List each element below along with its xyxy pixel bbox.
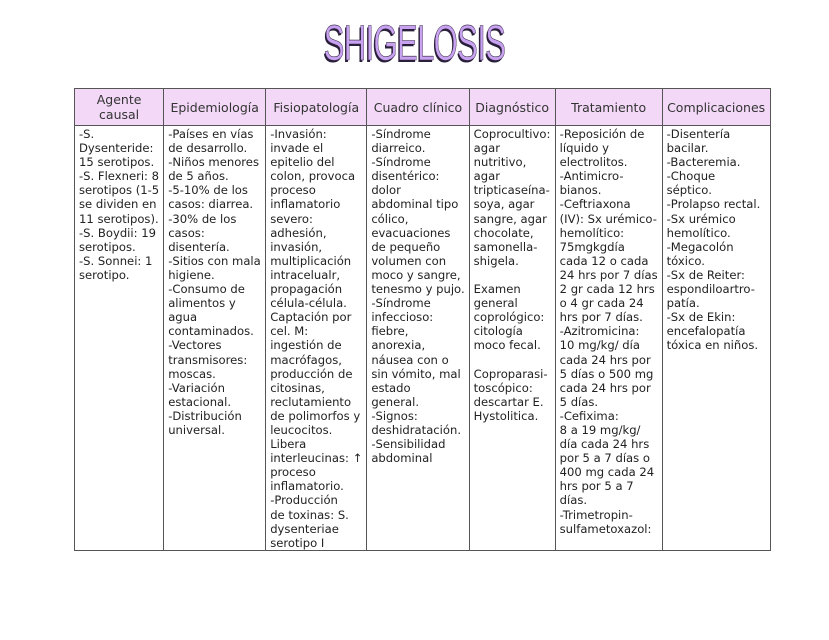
- cell-text-line: descartar E.: [473, 394, 544, 409]
- cell-text-line: Libera: [270, 437, 307, 452]
- cell-text-line: 15 serotipos.: [79, 155, 155, 170]
- cell-text-line: abdominal: [371, 451, 433, 466]
- cell-text-line: disentería.: [168, 239, 230, 254]
- cell-text-line: -Ceftriaxona: [559, 197, 631, 212]
- cell-text-line: o 4 gr cada 24: [559, 296, 644, 311]
- cell-text-line: shigela.: [473, 253, 519, 268]
- cell-text-line: -Sx de Reiter:: [666, 267, 745, 282]
- cell-text-line: hrs por 5 a 7: [559, 479, 634, 494]
- cell-text-line: -S.: [79, 127, 95, 141]
- cell-text-line: célula-célula.: [270, 296, 347, 311]
- cell-text-line: general.: [371, 394, 420, 409]
- cell-text-line: Coprocultivo:: [473, 127, 551, 141]
- cell-text-line: cel. M:: [270, 324, 309, 339]
- header-tratamiento: Tratamiento: [555, 89, 662, 126]
- cell-text-line: cada 12 o cada: [559, 253, 649, 268]
- cell-text-line: soya, agar: [473, 197, 535, 212]
- cell-text-line: cada 24 hrs por: [559, 380, 651, 395]
- cell-text-line: -S. Flexneri: 8: [79, 169, 160, 184]
- cell-text-line: hemolítico:: [559, 225, 625, 240]
- header-cuadro-clinico: Cuadro clínico: [367, 89, 469, 126]
- cell-text-line: -Síndrome: [371, 155, 431, 170]
- cell-text-line: abdominal tipo: [371, 197, 459, 212]
- cell-text-line: evacuaciones: [371, 225, 451, 240]
- cell-diagnostico: [469, 126, 555, 551]
- cell-text-line: [474, 268, 551, 282]
- cell-text-line: moscas.: [168, 366, 216, 381]
- cell-text-line: chocolate,: [473, 225, 534, 240]
- cell-text-line: líquido y: [559, 141, 610, 156]
- cell-text-line: invasión,: [270, 239, 323, 254]
- cell-text-line: cada 24 hrs por: [559, 352, 651, 367]
- cell-text-line: casos:: [168, 225, 205, 240]
- cell-text-line: -Azitromicina:: [559, 324, 640, 339]
- cell-text-line: -Niños menores: [168, 155, 259, 170]
- cell-text-line: Examen: [473, 282, 521, 297]
- cell-text-line: macrófagos,: [270, 352, 342, 367]
- cell-text-line: -S. Boydii: 19: [79, 225, 156, 240]
- cell-text-line: -Distribución: [168, 408, 242, 423]
- cell-text-line: propagación: [270, 282, 343, 297]
- cell-text-line: -Invasión:: [270, 127, 327, 141]
- cell-text-line: samonella-: [473, 239, 538, 254]
- header-diagnostico: Diagnóstico: [469, 89, 555, 126]
- cell-text-line: Coproparasi-: [473, 366, 548, 381]
- cell-text-line: bacilar.: [666, 141, 709, 156]
- cell-text-line: serotipo.: [79, 267, 130, 282]
- cell-text-line: universal.: [168, 422, 225, 437]
- cell-text-line: -Variación: [168, 380, 225, 395]
- cell-text-line: toscópico:: [473, 380, 533, 395]
- cell-text-line: fiebre,: [371, 324, 409, 339]
- cell-text-line: nutritivo,: [473, 155, 527, 170]
- cell-text-line: -Choque: [666, 169, 716, 184]
- cell-text-line: agar: [473, 141, 500, 156]
- cell-text-line: sin vómito, mal: [371, 366, 461, 381]
- cell-text-line: 5 días.: [559, 394, 599, 409]
- cell-text-line: se dividen en: [79, 197, 157, 212]
- cell-text-line: séptico.: [666, 183, 712, 198]
- cell-text-line: leucocitos.: [270, 422, 333, 437]
- cell-text-line: 11 serotipos).: [79, 211, 159, 226]
- header-epidemiologia: Epidemiología: [164, 89, 266, 126]
- cell-text-line: producción de: [270, 366, 353, 381]
- cell-text-line: 8 a 19 mg/kg/: [559, 422, 641, 437]
- cell-text-line: -Producción: [270, 493, 338, 508]
- cell-text-line: día cada 24 hrs: [559, 437, 650, 452]
- cell-text-line: moco y sangre,: [371, 267, 461, 282]
- cell-text-line: anorexia,: [371, 338, 426, 353]
- cell-text-line: colon, provoca: [270, 169, 356, 184]
- page-title: SHIGELOSIS: [323, 15, 506, 71]
- table-row: [75, 126, 771, 551]
- cell-text-line: inflamatorio.: [270, 479, 344, 494]
- cell-text-line: serotipos.: [79, 239, 136, 254]
- cell-text-line: estado: [371, 380, 411, 395]
- cell-text-line: disentérico:: [371, 169, 440, 184]
- shigelosis-table: [74, 88, 771, 551]
- header-row: [75, 89, 771, 126]
- cell-text-line: serotipo I: [270, 535, 325, 550]
- cell-text-line: náusea con o: [371, 352, 449, 367]
- cell-text-line: -30% de los: [168, 211, 237, 226]
- cell-text-line: de desarrollo.: [168, 141, 248, 156]
- cell-text-line: coprológico:: [473, 310, 545, 325]
- header-agente-causal: Agente causal: [75, 89, 164, 126]
- cell-text-line: electrolitos.: [559, 155, 628, 170]
- cell-text-line: proceso: [270, 183, 316, 198]
- cell-text-line: -Sitios con mala: [168, 253, 261, 268]
- cell-text-line: interleucinas: ↑: [270, 451, 363, 466]
- cell-text-line: -Síndrome: [371, 127, 431, 141]
- cell-text-line: Captación por: [270, 310, 352, 325]
- cell-text-line: hemolítico.: [666, 225, 731, 240]
- header-fisiopatologia: Fisiopatología: [266, 89, 367, 126]
- cell-text-line: sangre, agar: [473, 211, 547, 226]
- cell-text-line: -Disentería: [666, 127, 731, 141]
- cell-text-line: -Prolapso rectal.: [666, 197, 761, 212]
- cell-text-line: -Síndrome: [371, 296, 431, 311]
- cell-text-line: Hystolitica.: [473, 408, 539, 423]
- cell-text-line: espondiloartro-: [666, 282, 755, 297]
- cell-text-line: invade el: [270, 141, 324, 156]
- header-complicaciones: Complicaciones: [662, 89, 770, 126]
- cell-text-line: tenesmo y pujo.: [371, 282, 465, 297]
- cell-text-line: -Bacteremia.: [666, 155, 741, 170]
- cell-text-line: -5-10% de los: [168, 183, 248, 198]
- cell-text-line: (IV): Sx urémico-: [559, 211, 657, 226]
- cell-text-line: -Vectores: [168, 338, 222, 353]
- cell-text-line: 24 hrs por 7 días: [559, 267, 658, 282]
- cell-fisiopatologia: [266, 126, 367, 551]
- cell-text-line: tóxica en niños.: [666, 338, 759, 353]
- cell-text-line: de pequeño: [371, 239, 441, 254]
- cell-text-line: contaminados.: [168, 324, 254, 339]
- cell-text-line: patía.: [666, 296, 700, 311]
- cell-text-line: hrs por 7 días.: [559, 310, 643, 325]
- cell-text-line: -Antimicro-: [559, 169, 624, 184]
- cell-text-line: -Países en vías: [168, 127, 254, 141]
- cell-text-line: bianos.: [559, 183, 602, 198]
- cell-agente-causal: [75, 126, 164, 551]
- cell-text-line: general: [473, 296, 518, 311]
- cell-text-line: higiene.: [168, 267, 215, 282]
- cell-text-line: alimentos y: [168, 296, 236, 311]
- cell-text-line: dysenteriae: [270, 521, 339, 536]
- cell-text-line: tripticaseína-: [473, 183, 550, 198]
- cell-text-line: -Signos:: [371, 408, 418, 423]
- cell-text-line: deshidratación.: [371, 422, 462, 437]
- cell-text-line: tóxico.: [666, 253, 705, 268]
- cell-text-line: casos: diarrea.: [168, 197, 254, 212]
- cell-text-line: volumen con: [371, 253, 447, 268]
- cell-text-line: -Cefixima:: [559, 408, 619, 423]
- cell-text-line: citosinas,: [270, 380, 325, 395]
- cell-text-line: agua: [168, 310, 198, 325]
- cell-cuadro-clinico: [367, 126, 469, 551]
- cell-text-line: inflamatorio: [270, 197, 341, 212]
- cell-text-line: multiplicación: [270, 253, 352, 268]
- cell-text-line: proceso: [270, 465, 316, 480]
- cell-epidemiologia: [164, 126, 266, 551]
- cell-text-line: encefalopatía: [666, 324, 746, 339]
- cell-text-line: estacional.: [168, 394, 232, 409]
- cell-text-line: de toxinas: S.: [270, 507, 349, 522]
- cell-text-line: [474, 353, 551, 367]
- cell-complicaciones: [662, 126, 770, 551]
- cell-text-line: 400 mg cada 24: [559, 465, 655, 480]
- cell-text-line: epitelio del: [270, 155, 335, 170]
- cell-text-line: -Reposición de: [559, 127, 645, 141]
- cell-text-line: -Megacolón: [666, 239, 734, 254]
- cell-text-line: 10 mg/kg/ día: [559, 338, 640, 353]
- cell-text-line: 5 días o 500 mg: [559, 366, 654, 381]
- cell-text-line: transmisores:: [168, 352, 248, 367]
- cell-text-line: cólico,: [371, 211, 409, 226]
- cell-text-line: 75mgkgdía: [559, 239, 625, 254]
- cell-text-line: de 5 años.: [168, 169, 229, 184]
- cell-text-line: reclutamiento: [270, 394, 352, 409]
- cell-text-line: severo:: [270, 211, 313, 226]
- cell-text-line: Dysenteride:: [79, 141, 154, 156]
- cell-text-line: ingestión de: [270, 338, 342, 353]
- cell-text-line: -Trimetropin-: [559, 507, 633, 522]
- cell-text-line: intracelualr,: [270, 267, 341, 282]
- cell-text-line: 2 gr cada 12 hrs: [559, 282, 655, 297]
- cell-text-line: agar: [473, 169, 500, 184]
- cell-text-line: sulfametoxazol:: [559, 521, 652, 536]
- cell-text-line: moco fecal.: [473, 338, 541, 353]
- cell-text-line: -Consumo de: [168, 282, 245, 297]
- cell-text-line: citología: [473, 324, 523, 339]
- cell-text-line: adhesión,: [270, 225, 327, 240]
- cell-text-line: -S. Sonnei: 1: [79, 253, 153, 268]
- cell-text-line: -Sx urémico: [666, 211, 736, 226]
- cell-text-line: serotipos (1-5: [79, 183, 160, 198]
- cell-tratamiento: [555, 126, 662, 551]
- cell-text-line: diarreico.: [371, 141, 426, 156]
- cell-text-line: dolor: [371, 183, 401, 198]
- cell-text-line: de polimorfos y: [270, 408, 361, 423]
- cell-text-line: días.: [559, 493, 588, 508]
- cell-text-line: infeccioso:: [371, 310, 434, 325]
- cell-text-line: por 5 a 7 días o: [559, 451, 650, 466]
- cell-text-line: -Sensibilidad: [371, 437, 446, 452]
- cell-text-line: -Sx de Ekin:: [666, 310, 736, 325]
